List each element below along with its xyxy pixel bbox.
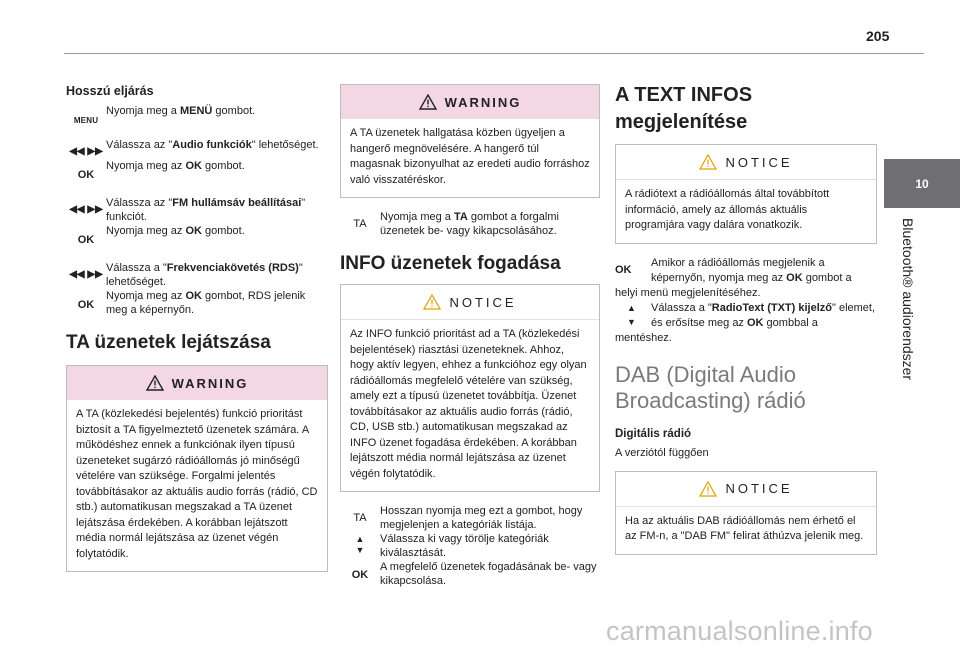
step-ok-3: OK Nyomja meg az OK gombot, RDS jelenik meg a képernyőn. <box>66 289 328 317</box>
step-audio-functions: ◀◀ ▶▶ Válassza az "Audio funkciók" lehetőséget. <box>66 138 328 159</box>
section-title-info: INFO üzenetek fogadása <box>340 253 561 274</box>
column-3 <box>615 84 877 563</box>
step-select-radiotext: ▲ ▼ Válassza a "RadioText (TXT) kijelző" elemet, és erősítse meg az OK gombbal a mentéshez. <box>615 301 876 344</box>
top-rule <box>64 53 924 54</box>
notice-header <box>341 285 599 320</box>
warning-label: WARNING <box>444 94 522 110</box>
notice-label: NOTICE <box>449 294 517 310</box>
section-tab-label <box>896 218 916 408</box>
step-rds: ◀◀ ▶▶ Válassza a "Frekvenciakövetés (RDS)" lehetőséget. <box>66 261 328 289</box>
notice-box-info <box>340 284 600 492</box>
notice-triangle-icon <box>699 481 717 497</box>
step-ta-long: TA Hosszan nyomja meg ezt a gombot, hogy megjelenjen a kategóriák listája. <box>340 504 600 532</box>
warning-box-ta <box>66 365 328 572</box>
left-right-arrows-icon: ◀◀ ▶▶ <box>69 269 103 280</box>
warning-triangle-icon <box>419 94 437 110</box>
column-2 <box>340 84 600 593</box>
notice-header <box>616 472 876 507</box>
notice-box-dab <box>615 471 877 555</box>
warning-triangle-icon <box>146 375 164 391</box>
step-ok-radiotext: OK Amikor a rádióállomás megjelenik a képernyőn, nyomja meg az OK gombot a helyi menü megjelenítéséhez. <box>615 256 852 299</box>
step-select-category: ▲ ▼ Válassza ki vagy törölje kategóriák kiválasztását. <box>340 532 600 560</box>
notice-text: Az INFO funkció prioritást ad a TA (közlekedési bejelentések) riasztási üzeneteknek. Ahhoz, hogy aktív legyen, ehhez a funkcióhoz egy olyan rádióállomás megfelelő vételére van szükség, amely ezt a típusú üzenetet továbbítja. Üzenet továbbításakor az aktuális audio forrás (rádió, CD, USB stb.) automatikusan megszakad az INFO üzenet fogadása érdekében. A korábban lejátszott média normál lejátszása az üzenet végén folytatódik. <box>350 328 587 480</box>
left-right-arrows-icon: ◀◀ ▶▶ <box>69 204 103 215</box>
notice-label: NOTICE <box>725 154 793 170</box>
notice-triangle-icon <box>699 154 717 170</box>
notice-text: Ha az aktuális DAB rádióállomás nem érhető el az FM-n, a "DAB FM" felirat áthúzva jelenik meg. <box>625 514 864 542</box>
ok-button-icon: OK <box>351 569 369 581</box>
step-ok-receive: OK A megfelelő üzenetek fogadásának be- vagy kikapcsolása. <box>340 560 600 588</box>
ta-button-icon: TA <box>353 218 367 230</box>
warning-text: A TA üzenetek hallgatása közben ügyeljen a hangerő megnövelésére. A hangerő túl magasnak bizonyulhat az eredeti audio forráshoz való visszatéréskor. <box>350 127 590 186</box>
heading-digital-radio: Digitális rádió <box>615 427 692 440</box>
notice-label: NOTICE <box>725 481 793 496</box>
notice-header <box>616 145 876 180</box>
page-number: 205 <box>866 28 890 44</box>
title-text-infos-line2: megjelenítése <box>615 111 748 133</box>
ok-button-icon: OK <box>615 263 632 276</box>
column-1 <box>66 84 328 580</box>
warning-box-volume <box>340 84 600 198</box>
version-note: A verziótól függően <box>615 446 709 459</box>
section-title-ta: TA üzenetek lejátszása <box>66 332 271 353</box>
ok-button-icon: OK <box>77 234 95 246</box>
ok-button-icon: OK <box>77 299 95 311</box>
step-menu: MENU Nyomja meg a MENÜ gombot. <box>66 104 328 128</box>
title-dab: DAB (Digital Audio Broadcasting) rádió <box>615 361 806 413</box>
warning-header <box>67 366 327 400</box>
step-ta: TA Nyomja meg a TA gombot a forgalmi üzenetek be- vagy kikapcsolásához. <box>340 210 600 238</box>
section-title-vertical: Bluetooth® audiorendszer <box>900 218 916 381</box>
warning-label: WARNING <box>171 375 249 391</box>
notice-box-radiotext <box>615 144 877 244</box>
ta-button-icon: TA <box>353 512 367 524</box>
warning-text: A TA (közlekedési bejelentés) funkció prioritást biztosít a TA figyelmeztető üzenetek számára. A működéshez ennek a funkciónak ilyen típusú üzeneteket sugárzó rádióállomás jó minőségű vételére van szüksége. Forgalmi jelentés továbbításakor az aktuális audio forrás (rádió, CD stb.) automatikusan megszakad a TA üzenet lejátszása érdekében. A korábban lejátszott média normál lejátszása az üzenet végén folytatódik. <box>76 408 318 560</box>
watermark: carmanualsonline.info <box>606 616 873 646</box>
ok-button-icon: OK <box>77 169 95 181</box>
notice-text: A rádiótext a rádióállomás által továbbított információ, amely az állomás aktuális programjára vagy dalára vonatkozik. <box>625 188 830 231</box>
step-ok-1: OK Nyomja meg az OK gombot. <box>66 159 328 182</box>
title-text-infos: A TEXT INFOS <box>615 84 753 106</box>
up-down-arrows-icon: ▲ ▼ <box>627 302 636 327</box>
heading-long-procedure: Hosszú eljárás <box>66 84 154 98</box>
warning-header <box>341 85 599 119</box>
step-ok-2: OK Nyomja meg az OK gombot. <box>66 224 328 247</box>
section-tab[interactable]: 10 <box>884 159 960 208</box>
step-fm-settings: ◀◀ ▶▶ Válassza az "FM hullámsáv beállításai" funkciót. <box>66 196 328 224</box>
left-right-arrows-icon: ◀◀ ▶▶ <box>69 146 103 157</box>
up-down-arrows-icon: ▲ ▼ <box>355 534 365 555</box>
menu-button-icon: MENU <box>73 116 99 125</box>
notice-triangle-icon <box>423 294 441 310</box>
